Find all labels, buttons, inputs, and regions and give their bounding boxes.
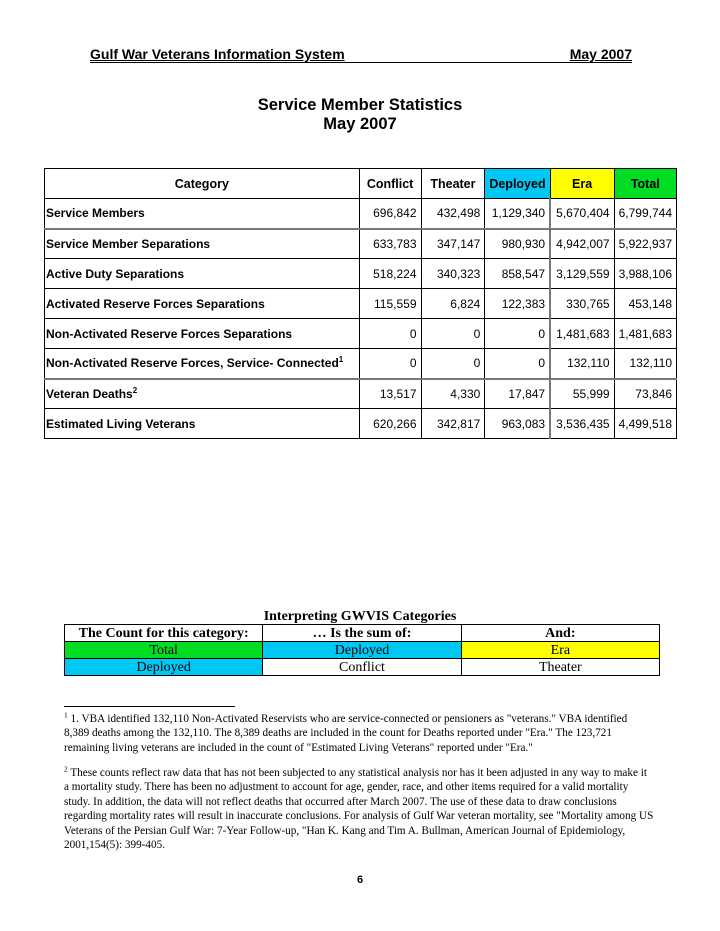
cell-deployed: 122,383 [485,289,550,319]
interp-cell-theater: Theater [461,659,659,676]
interp-header-sum: … Is the sum of: [263,625,461,642]
cell-conflict: 620,266 [359,409,421,439]
interp-cell-deployed: Deployed [65,659,263,676]
page-header [90,46,632,63]
footnote-2-marker: 2 [64,764,68,774]
cell-conflict: 518,224 [359,259,421,289]
cell-era: 55,999 [550,379,614,409]
cell-deployed: 1,129,340 [485,199,550,229]
table-row [45,199,677,229]
footnote-1-text: 1. VBA identified 132,110 Non-Activated Reservists who are service-connected or pensioners as "veterans." VBA identified 8,389 deaths among the 132,110. The 8,389 deaths are included in the count for Deaths reported under "Era." The 123,721 remaining living veterans are included in the count of "Estimated Living Veterans" reported under "Era." [64,713,628,754]
cell-deployed: 980,930 [485,229,550,259]
footnote-reference: 1 [338,355,344,365]
row-category [45,259,360,289]
cell-conflict: 633,783 [359,229,421,259]
cell-era: 330,765 [550,289,614,319]
interp-cell-deployed: Deployed [263,642,461,659]
row-category-label: Veteran Deaths [46,386,133,401]
cell-theater: 340,323 [421,259,485,289]
cell-total: 1,481,683 [614,319,676,349]
interp-cell-total: Total [65,642,263,659]
table-row [45,319,677,349]
row-category-label: Service Members [46,206,145,221]
cell-theater: 4,330 [421,379,485,409]
footnote-2-text: These counts reflect raw data that has not been subjected to any statistical analysis nor has it been adjusted in any way to make it a mortality study. There has been no adjustment to account for age, gender, race, and other items required for a valid mortality study. In addition, the data will not reflect deaths that occurred after March 2007. The use of these data to draw conclusions regarding mortality rates will result in inaccurate conclusions. For analysis of Gulf War veteran mortality, see "Mortality among US Veterans of the Persian Gulf War: 7-Year Follow-up, "Han K. Kang and Tim A. Bullman, American Journal of Epidemiology, 2001,154(5): 399-405. [64,767,654,852]
cell-conflict: 13,517 [359,379,421,409]
title-line-1: Service Member Statistics [257,96,463,114]
cell-theater: 6,824 [421,289,485,319]
row-category [45,349,360,379]
cell-total: 3,988,106 [614,259,676,289]
cell-deployed: 858,547 [485,259,550,289]
cell-era: 4,942,007 [550,229,614,259]
interp-row [65,659,660,676]
footnote-1 [64,712,654,755]
cell-deployed: 0 [485,349,550,379]
cell-conflict: 696,842 [359,199,421,229]
cell-total: 132,110 [614,349,676,379]
interp-header-and: And: [461,625,659,642]
title-line-2: May 2007 [323,115,397,133]
row-category-label: Non-Activated Reserve Forces, Service- Connected [46,356,339,371]
row-category [45,289,360,319]
row-category-label: Activated Reserve Forces Separations [46,296,265,311]
footnote-divider [64,706,235,707]
cell-theater: 347,147 [421,229,485,259]
cell-era: 132,110 [550,349,614,379]
row-category [45,199,360,229]
interp-row [65,642,660,659]
interp-header-row [65,625,660,642]
cell-total: 453,148 [614,289,676,319]
cell-theater: 0 [421,349,485,379]
cell-total: 73,846 [614,379,676,409]
cell-theater: 342,817 [421,409,485,439]
table-row [45,349,677,379]
row-category-label: Service Member Separations [46,236,211,251]
interpreting-categories-table [64,624,660,676]
cell-total: 6,799,744 [614,199,676,229]
cell-era: 1,481,683 [550,319,614,349]
cell-era: 5,670,404 [550,199,614,229]
cell-deployed: 17,847 [485,379,550,409]
cell-theater: 432,498 [421,199,485,229]
document-title [0,96,720,134]
cell-theater: 0 [421,319,485,349]
cell-total: 5,922,937 [614,229,676,259]
table-row [45,259,677,289]
cell-conflict: 0 [359,319,421,349]
row-category-label: Active Duty Separations [46,266,185,281]
interpreting-title: Interpreting GWVIS Categories [263,609,457,624]
header-conflict: Conflict [359,169,421,199]
row-category [45,379,360,409]
page-number: 6 [356,874,364,886]
cell-deployed: 963,083 [485,409,550,439]
table-row [45,229,677,259]
table-row [45,409,677,439]
table-row [45,289,677,319]
row-category [45,319,360,349]
cell-era: 3,536,435 [550,409,614,439]
header-date: May 2007 [569,46,632,62]
footnote-reference: 2 [132,385,138,395]
table-header-row [45,169,677,199]
cell-conflict: 0 [359,349,421,379]
header-theater: Theater [421,169,485,199]
header-deployed: Deployed [485,169,550,199]
cell-total: 4,499,518 [614,409,676,439]
row-category-label: Non-Activated Reserve Forces Separations [46,326,293,341]
header-era: Era [550,169,614,199]
row-category [45,409,360,439]
interp-header-count: The Count for this category: [65,625,263,642]
cell-era: 3,129,559 [550,259,614,289]
header-total: Total [614,169,676,199]
header-system-name: Gulf War Veterans Information System [90,46,345,62]
cell-conflict: 115,559 [359,289,421,319]
service-member-statistics-table [44,168,677,439]
row-category-label: Estimated Living Veterans [46,416,196,431]
interp-cell-era: Era [461,642,659,659]
row-category [45,229,360,259]
interp-cell-conflict: Conflict [263,659,461,676]
cell-deployed: 0 [485,319,550,349]
footnote-1-marker: 1 [64,710,68,720]
header-category: Category [45,169,360,199]
table-row [45,379,677,409]
footnote-2 [64,766,654,852]
